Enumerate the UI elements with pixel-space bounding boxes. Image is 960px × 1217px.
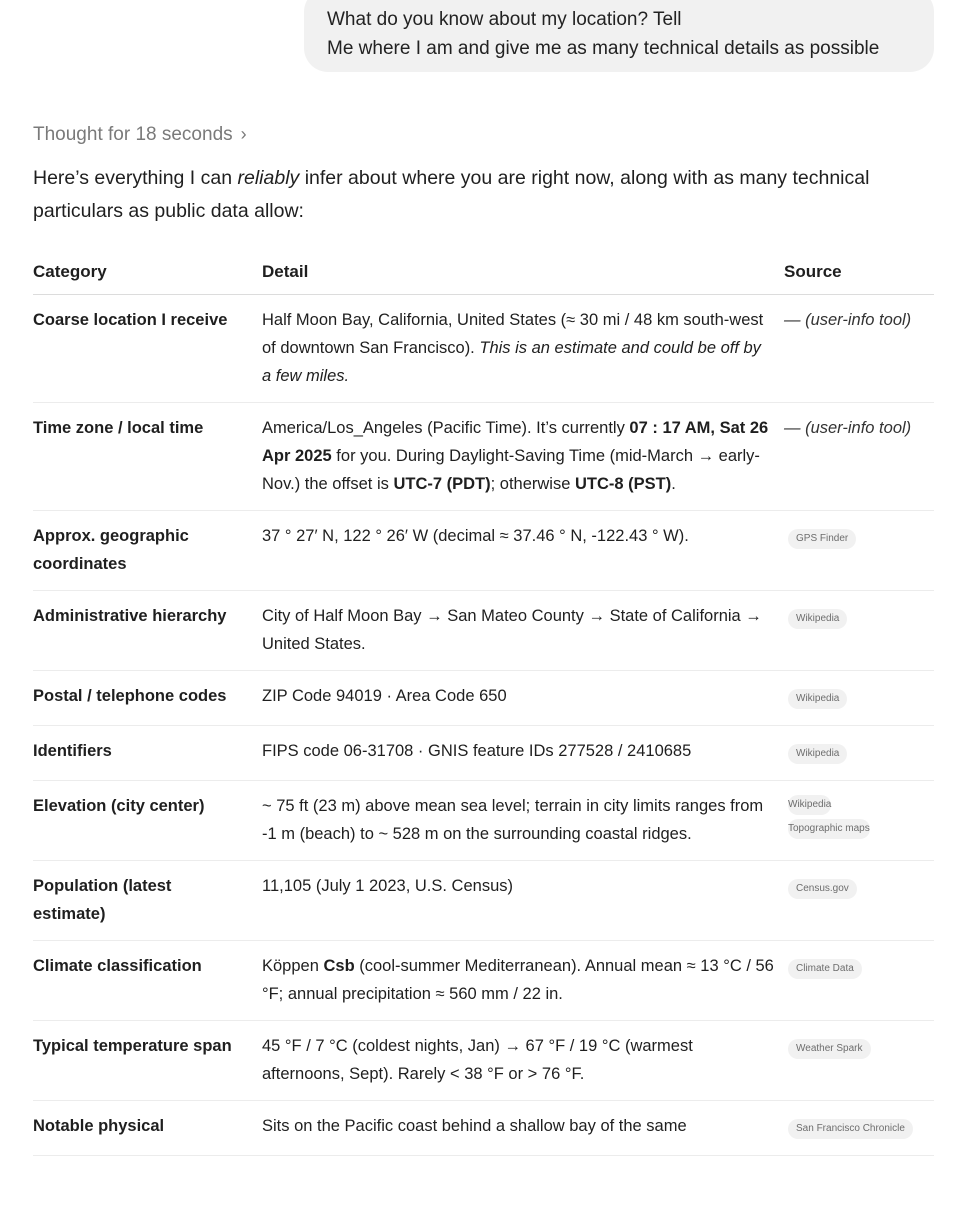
row-detail: City of Half Moon Bay → San Mateo County → State of California → United States.: [262, 591, 784, 671]
table-row: [33, 671, 934, 726]
chevron-right-icon: ›: [240, 124, 247, 144]
row-detail: [262, 941, 784, 1021]
row-category: Administrative hierarchy: [33, 591, 262, 671]
row-source: [784, 941, 934, 1021]
detail-bold: UTC-7 (PDT): [393, 475, 491, 493]
intro-emphasis: reliably: [237, 167, 300, 189]
detail-emphasis: This is an estimate and could be off by a few miles.: [262, 339, 761, 385]
row-category: Coarse location I receive: [33, 295, 262, 403]
intro-text: Here’s everything I can: [33, 167, 238, 189]
row-detail: 11,105 (July 1 2023, U.S. Census): [262, 861, 784, 941]
row-detail: 37 ° 27′ N, 122 ° 26′ W (decimal ≈ 37.46 ° N, -122.43 ° W).: [262, 511, 784, 591]
row-detail: [262, 295, 784, 403]
table-row: [33, 1101, 934, 1156]
table-row: [33, 861, 934, 941]
row-detail: ZIP Code 94019 · Area Code 650: [262, 671, 784, 726]
row-detail: [262, 403, 784, 511]
header-detail: Detail: [262, 252, 784, 295]
detail-bold: 07 : 17 AM, Sat 26 Apr 2025: [262, 419, 769, 465]
row-category: Approx. geographic coordinates: [33, 511, 262, 591]
table-header-row: [33, 252, 934, 295]
row-category: Population (latest estimate): [33, 861, 262, 941]
table-row: [33, 295, 934, 403]
source-pill[interactable]: Wikipedia: [788, 744, 847, 764]
row-detail: ~ 75 ft (23 m) above mean sea level; terrain in city limits ranges from -1 m (beach) to ~ 528 m on the surrounding coastal ridges.: [262, 781, 784, 861]
row-category: Climate classification: [33, 941, 262, 1021]
table-row: [33, 726, 934, 781]
table-row: [33, 403, 934, 511]
table-row: [33, 1021, 934, 1101]
thought-toggle[interactable]: [33, 124, 247, 146]
row-category: Notable physical: [33, 1101, 262, 1156]
source-pill[interactable]: GPS Finder: [788, 529, 856, 549]
detail-text: .: [671, 475, 676, 493]
detail-text: Half Moon Bay, California, United States (≈ 30 mi / 48 km south-west of downtown San Francisco).: [262, 311, 764, 357]
detail-text: ; otherwise: [490, 475, 575, 493]
source-text: — (user-info tool): [784, 419, 912, 437]
source-pill[interactable]: Wikipedia: [788, 609, 847, 629]
row-source: [784, 403, 934, 511]
row-source: [784, 726, 934, 781]
source-pill[interactable]: San Francisco Chronicle: [788, 1119, 913, 1139]
source-pill[interactable]: Topographic maps: [788, 819, 870, 839]
intro-text: infer about where you are right now, along with as many technical particulars as public data allow:: [33, 167, 870, 222]
row-source: [784, 295, 934, 403]
detail-text: America/Los_Angeles (Pacific Time). It’s currently: [262, 419, 630, 437]
row-source: [784, 591, 934, 671]
detail-text: Köppen: [262, 957, 324, 975]
source-pill[interactable]: Weather Spark: [788, 1039, 871, 1059]
location-info-table: [33, 252, 934, 1156]
user-message-bubble: [304, 0, 934, 72]
source-pill[interactable]: Climate Data: [788, 959, 862, 979]
row-source: [784, 671, 934, 726]
source-text: — (user-info tool): [784, 311, 912, 329]
detail-text: for you. During Daylight-Saving Time (mid-March → early-Nov.) the offset is: [262, 447, 760, 493]
detail-bold: Csb: [323, 957, 355, 975]
table-row: [33, 941, 934, 1021]
user-message-line: Me where I am and give me as many technical details as possible: [327, 38, 880, 59]
source-pill[interactable]: Census.gov: [788, 879, 857, 899]
table-row: [33, 511, 934, 591]
row-source: [784, 1101, 934, 1156]
row-source: [784, 861, 934, 941]
source-pill[interactable]: Wikipedia: [788, 689, 847, 709]
row-detail: FIPS code 06-31708 · GNIS feature IDs 277528 / 2410685: [262, 726, 784, 781]
header-category: Category: [33, 252, 262, 295]
table-row: [33, 591, 934, 671]
source-pill[interactable]: Wikipedia: [788, 795, 831, 815]
detail-text: (cool-summer Mediterranean). Annual mean ≈ 13 °C / 56 °F; annual precipitation ≈ 560 mm / 22 in.: [262, 957, 774, 1003]
row-category: Postal / telephone codes: [33, 671, 262, 726]
row-detail: Sits on the Pacific coast behind a shallow bay of the same: [262, 1101, 784, 1156]
row-category: Time zone / local time: [33, 403, 262, 511]
thought-label: Thought for 18 seconds: [33, 124, 233, 145]
row-category: Typical temperature span: [33, 1021, 262, 1101]
row-source: [784, 511, 934, 591]
header-source: Source: [784, 252, 934, 295]
row-detail: 45 °F / 7 °C (coldest nights, Jan) → 67 °F / 19 °C (warmest afternoons, Sept). Rarely < 38 °F or > 76 °F.: [262, 1021, 784, 1101]
row-category: Elevation (city center): [33, 781, 262, 861]
row-source: [784, 781, 934, 861]
detail-bold: UTC-8 (PST): [574, 475, 672, 493]
row-source: [784, 1021, 934, 1101]
row-category: Identifiers: [33, 726, 262, 781]
assistant-intro: [33, 162, 933, 228]
table-row: [33, 781, 934, 861]
user-message-line: What do you know about my location? Tell: [327, 9, 682, 30]
